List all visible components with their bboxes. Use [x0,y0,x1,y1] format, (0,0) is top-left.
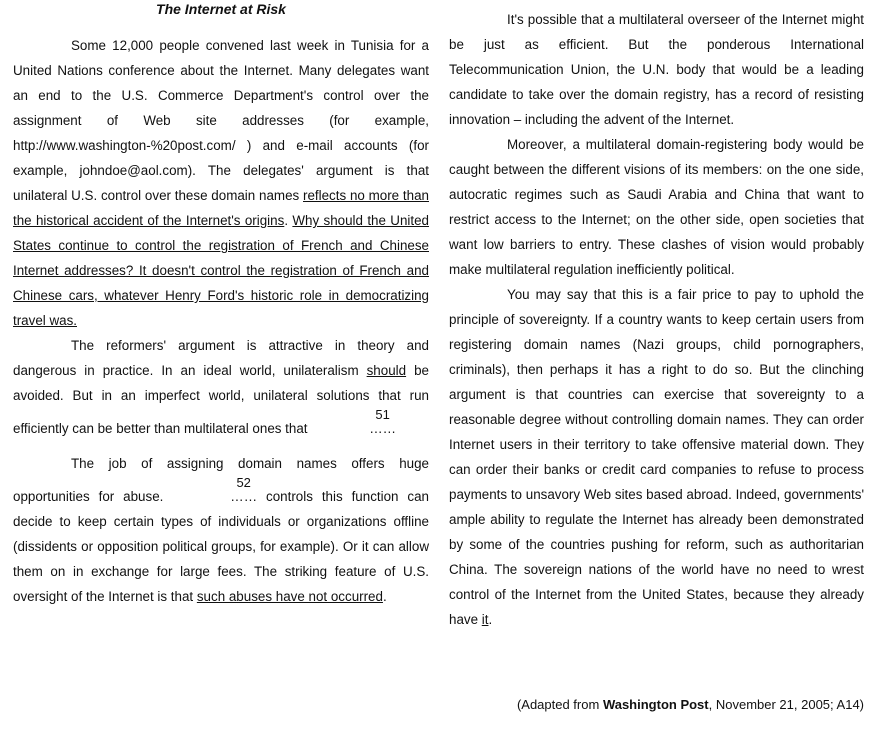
p3-underline: such abuses have not occurred [196,589,383,604]
blank-51-dots: …… [369,421,397,436]
p2-text-b: be avoided. But in an imperfect world, unilateral solutions that run efficiently can be better than multilateral ones that [13,363,429,436]
source-citation [517,697,864,712]
paragraph-5: Moreover, a multilateral domain-registering body would be caught between the different visions of its members: on the one side, autocratic regimes such as Saudi Arabia and China that want to restrict access to the Internet; on the other side, open societies that want low barriers to entry. These clashes of vision would probably make multilateral regulation inefficiently political. [449,137,864,277]
paragraph-1 [13,33,429,333]
p6-underline: it [481,612,489,627]
blank-51-number: 51 [375,407,390,422]
source-prefix: (Adapted from [516,697,603,712]
p6-text-b: . [488,612,493,627]
p1-underline-1: reflects no more than the historical accident of the Internet's origins [13,188,429,228]
blank-52[interactable] [172,476,257,509]
p6-text-a: You may say that this is a fair price to pay to uphold the principle of sovereignty. If a country wants to keep certain users from registering domain names (Nazi groups, child pornographers, criminals), then perhaps it has a right to do so. But the clinching argument is that countries can exercise that sovereignty to a reasonable degree without controlling domain names. They can order Internet users in their territory to take offensive material down. They can order their banks or credit card companies to refuse to process payments to unsavory Web sites based abroad. Indeed, governments' ample ability to regulate the Internet has already been demonstrated by some of the countries pushing for reform, such as authoritarian China. The sovereign nations of the world have no need to wrest control of the Internet from the United States, because they already have [449,287,864,627]
blank-51[interactable] [311,408,396,441]
p2-underline: should [366,363,407,378]
paragraph-3 [13,451,429,609]
source-publication: Washington Post [602,697,709,712]
p2-text-a: The reformers' argument is attractive in theory and dangerous in practice. In an ideal world, unilateralism [13,338,429,378]
paragraph-4: It's possible that a multilateral overseer of the Internet might be just as efficient. But the ponderous International Telecommunication Union, the U.N. body that would be a leading candidate to take over the domain registry, has a record of resisting innovation – including the advent of the Internet. [449,12,864,127]
source-suffix: , November 21, 2005; A14) [708,697,864,712]
right-column [449,7,864,632]
p3-text-c: . [382,589,387,604]
p1-text-a: Some 12,000 people convened last week in Tunisia for a United Nations conference about the Internet. Many delegates want an end to the U.S. Commerce Department's control over the assignment of Web site addresses (for example, http://www.washington-%20post.com/ ) and e-mail accounts (for example, johndoe@aol.com). The delegates' argument is that unilateral U.S. control over these domain names [13,38,429,203]
blank-52-number: 52 [236,475,251,490]
blank-52-dots: …… [230,489,258,504]
paragraph-2 [13,333,429,441]
p3-text-b: controls this function can decide to keep certain types of individuals or organizations offline (dissidents or opposition political groups, for example). Or it can allow them on in exchange for large fees. The striking feature of U.S. oversight of the Internet is that [13,489,429,604]
left-column [13,33,429,609]
p1-underline-2: Why should the United States continue to control the registration of French and Chinese Internet addresses? It doesn't control the registration of French and Chinese cars, whatever Henry Ford's historic role in democratizing travel was. [13,213,429,328]
paragraph-6 [449,282,864,632]
p3-text-a: The job of assigning domain names offers huge opportunities for abuse. [13,456,429,504]
article-title: The Internet at Risk [156,1,286,17]
p1-text-b: . [284,213,293,228]
